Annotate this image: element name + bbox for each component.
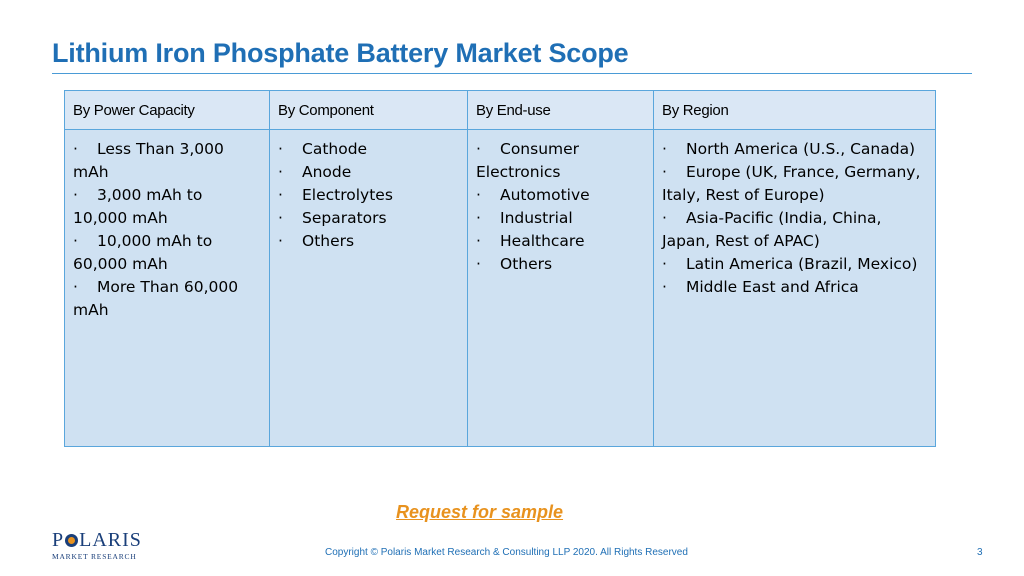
star-icon <box>65 534 78 547</box>
bullet-icon: · <box>278 163 283 181</box>
list-item: · Anode <box>278 161 459 184</box>
slide-title: Lithium Iron Phosphate Battery Market Scope <box>52 38 629 68</box>
copyright-text: Copyright © Polaris Market Research & Consulting LLP 2020. All Rights Reserved <box>325 547 688 558</box>
bullet-icon: · <box>662 255 667 273</box>
bullet-icon: · <box>73 140 78 158</box>
bullet-icon: · <box>278 140 283 158</box>
bullet-icon: · <box>73 232 78 250</box>
list-item: · Others <box>278 230 459 253</box>
end-use-cell <box>468 130 654 447</box>
request-sample-link[interactable]: Request for sample <box>396 502 564 522</box>
bullet-icon: · <box>476 186 481 204</box>
bullet-icon: · <box>662 209 667 227</box>
logo-letter: P <box>52 529 65 551</box>
list-item: · Less Than 3,000 mAh <box>73 140 224 181</box>
bullet-icon: · <box>662 163 667 181</box>
bullet-icon: · <box>278 186 283 204</box>
list-item: · Automotive <box>476 184 645 207</box>
market-scope-table <box>64 90 936 447</box>
bullet-icon: · <box>278 232 283 250</box>
bullet-icon: · <box>73 278 78 296</box>
power-capacity-cell <box>65 130 270 447</box>
component-cell <box>270 130 468 447</box>
page-number: 3 <box>977 547 983 558</box>
bullet-icon: · <box>662 140 667 158</box>
list-item: · Consumer Electronics <box>476 140 580 181</box>
list-item: · More Than 60,000 mAh <box>73 278 239 319</box>
logo-tagline: MARKET RESEARCH <box>52 552 137 561</box>
region-cell <box>654 130 936 447</box>
header-power-capacity: By Power Capacity <box>65 91 270 130</box>
list-item: · Healthcare <box>476 230 645 253</box>
bullet-icon: · <box>476 255 481 273</box>
bullet-icon: · <box>662 278 667 296</box>
list-item: · 10,000 mAh to 60,000 mAh <box>73 232 213 273</box>
bullet-icon: · <box>278 209 283 227</box>
list-item: · Industrial <box>476 207 645 230</box>
list-item: · Separators <box>278 207 459 230</box>
list-item: · Cathode <box>278 138 459 161</box>
list-item: · Middle East and Africa <box>662 276 927 299</box>
table-body-row <box>65 130 936 447</box>
list-item: · Europe (UK, France, Germany, Italy, Rest of Europe) <box>662 163 921 204</box>
header-region: By Region <box>654 91 936 130</box>
bullet-icon: · <box>476 209 481 227</box>
logo-letters: LARIS <box>79 529 142 551</box>
list-item: · Others <box>476 253 645 276</box>
list-item: · North America (U.S., Canada) <box>662 138 927 161</box>
list-item: · Electrolytes <box>278 184 459 207</box>
list-item: · Latin America (Brazil, Mexico) <box>662 253 927 276</box>
header-end-use: By End-use <box>468 91 654 130</box>
header-component: By Component <box>270 91 468 130</box>
bullet-icon: · <box>73 186 78 204</box>
bullet-icon: · <box>476 232 481 250</box>
list-item: · 3,000 mAh to 10,000 mAh <box>73 186 203 227</box>
polaris-logo <box>52 530 142 564</box>
logo-wordmark <box>52 530 142 550</box>
title-divider <box>52 73 972 74</box>
bullet-icon: · <box>476 140 481 158</box>
table-header-row <box>65 91 936 130</box>
list-item: · Asia-Pacific (India, China, Japan, Rest of APAC) <box>662 209 882 250</box>
